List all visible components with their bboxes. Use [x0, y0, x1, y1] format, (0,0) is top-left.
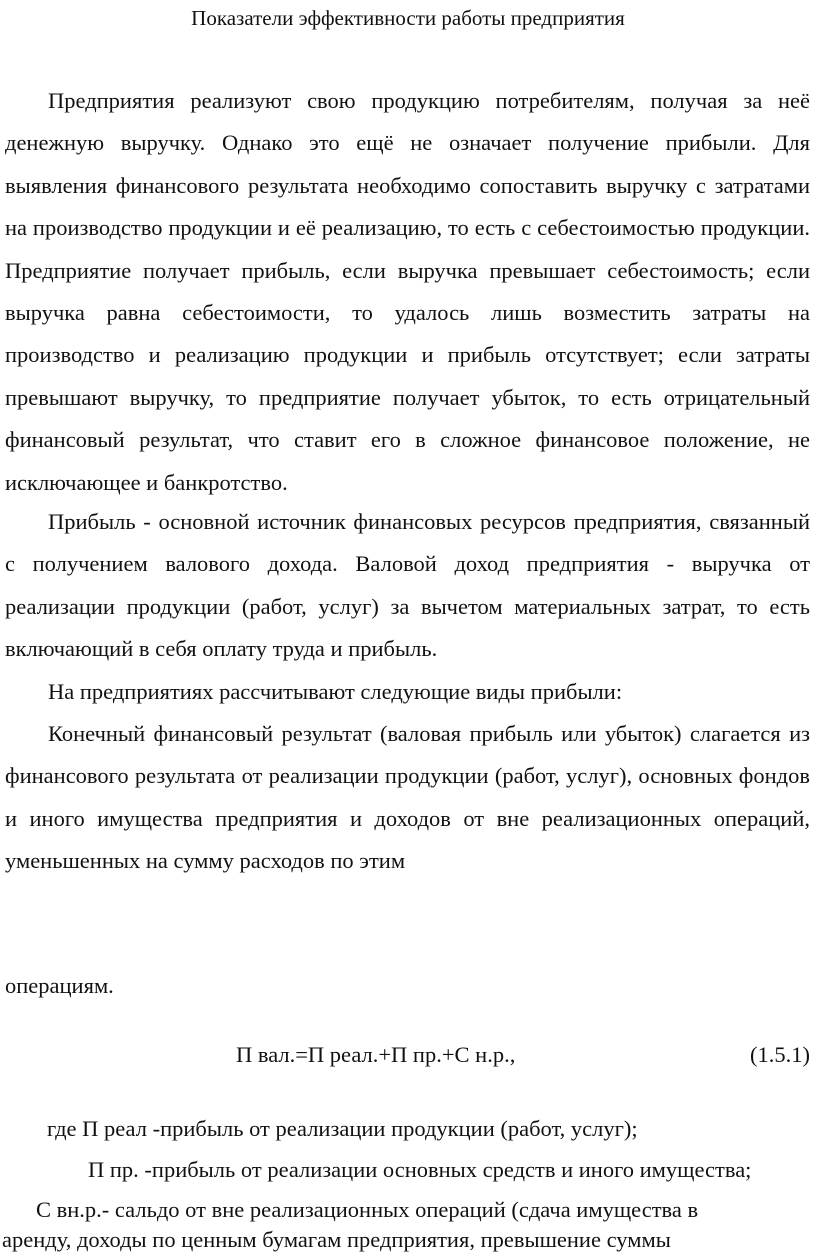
- definition-line: П пр. -прибыль от реализации основных средств и иного имущества;: [88, 1157, 752, 1182]
- formula-number: (1.5.1): [750, 1042, 810, 1067]
- formula-expression: П вал.=П реал.+П пр.+С н.р.,: [236, 1042, 516, 1067]
- document-title: Показатели эффективности работы предприятия: [191, 6, 625, 30]
- paragraph-operations: операциям.: [5, 973, 114, 998]
- paragraph-revenue-profit: Предприятия реализуют свою продукцию потребителям, получая за неё денежную выручку. Однако это ещё не означает получение прибыли. Для выявления финансового результата необходимо сопоставить выручку с затратами на производство продукции и её реализацию, то есть с себестоимостью продукции. Предприятие получает прибыль, если выручка превышает себестоимость; если выручка равна себестоимости, то удалось лишь возместить затраты на производство и реализацию продукции и прибыль отсутствует; если затраты превышают выручку, то предприятие получает убыток, то есть отрицательный финансовый результат, что ставит его в сложное финансовое положение, не исключающее и банкротство.: [5, 88, 810, 495]
- definition-line: где П реал -прибыль от реализации продукции (работ, услуг);: [47, 1116, 638, 1141]
- definition-line: аренду, доходы по ценным бумагам предприятия, превышение суммы: [2, 1227, 671, 1252]
- paragraph-profit-source: Прибыль - основной источник финансовых ресурсов предприятия, связанный с получением валового дохода. Валовой доход предприятия - выручка от реализации продукции (работ, услуг) за вычетом материальных затрат, то есть включающий в себя оплату труда и прибыль.: [5, 509, 810, 662]
- definition-line: С вн.р.- сальдо от вне реализационных операций (сдача имущества в: [36, 1197, 699, 1222]
- paragraph-final-result: Конечный финансовый результат (валовая прибыль или убыток) слагается из финансового результата от реализации продукции (работ, услуг), основных фондов и иного имущества предприятия и доходов от вне реализационных операций, уменьшенных на сумму расходов по этим: [5, 721, 810, 874]
- paragraph-profit-types-intro: На предприятиях рассчитывают следующие виды прибыли:: [48, 679, 623, 704]
